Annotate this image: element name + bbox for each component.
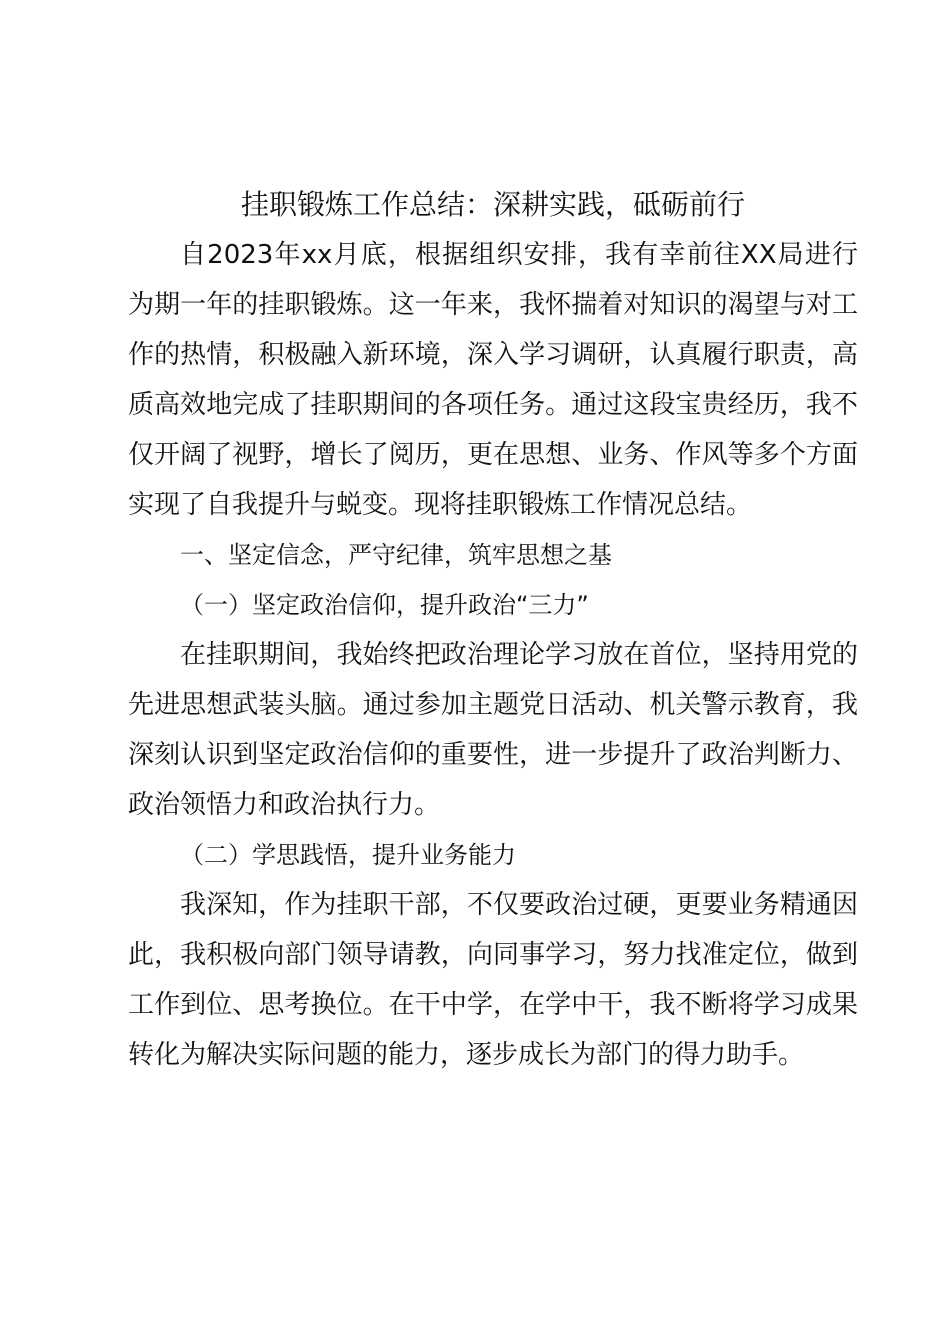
intro-paragraph: 自2023年xx月底，根据组织安排，我有幸前往XX局进行为期一年的挂职锻炼。这一年来，我怀揣着对知识的渴望与对工作的热情，积极融入新环境，深入学习调研，认真履行职责，高质高效地完成了挂职期间的各项任务。通过这段宝贵经历，我不仅开阔了视野，增长了阅历，更在思想、业务、作风等多个方面实现了自我提升与蜕变。现将挂职锻炼工作情况总结。: [128, 240, 858, 520]
subsection-2-paragraph: 我深知，作为挂职干部，不仅要政治过硬，更要业务精通因此，我积极向部门领导请教，向同事学习，努力找准定位，做到工作到位、思考换位。在干中学，在学中干，我不断将学习成果转化为解决实际问题的能力，逐步成长为部门的得力助手。: [128, 890, 858, 1070]
document-page: [128, 180, 858, 1080]
subsection-heading-2: （二）学思践悟，提升业务能力: [180, 841, 516, 869]
subsection-heading-1: （一）坚定政治信仰，提升政治“三力”: [180, 591, 589, 619]
section-heading-1: 一、坚定信念，严守纪律，筑牢思想之基: [180, 541, 612, 569]
subsection-1-paragraph: 在挂职期间，我始终把政治理论学习放在首位，坚持用党的先进思想武装头脑。通过参加主题党日活动、机关警示教育，我深刻认识到坚定政治信仰的重要性，进一步提升了政治判断力、政治领悟力和政治执行力。: [128, 640, 858, 820]
document-title: 挂职锻炼工作总结：深耕实践，砥砺前行: [240, 188, 745, 221]
